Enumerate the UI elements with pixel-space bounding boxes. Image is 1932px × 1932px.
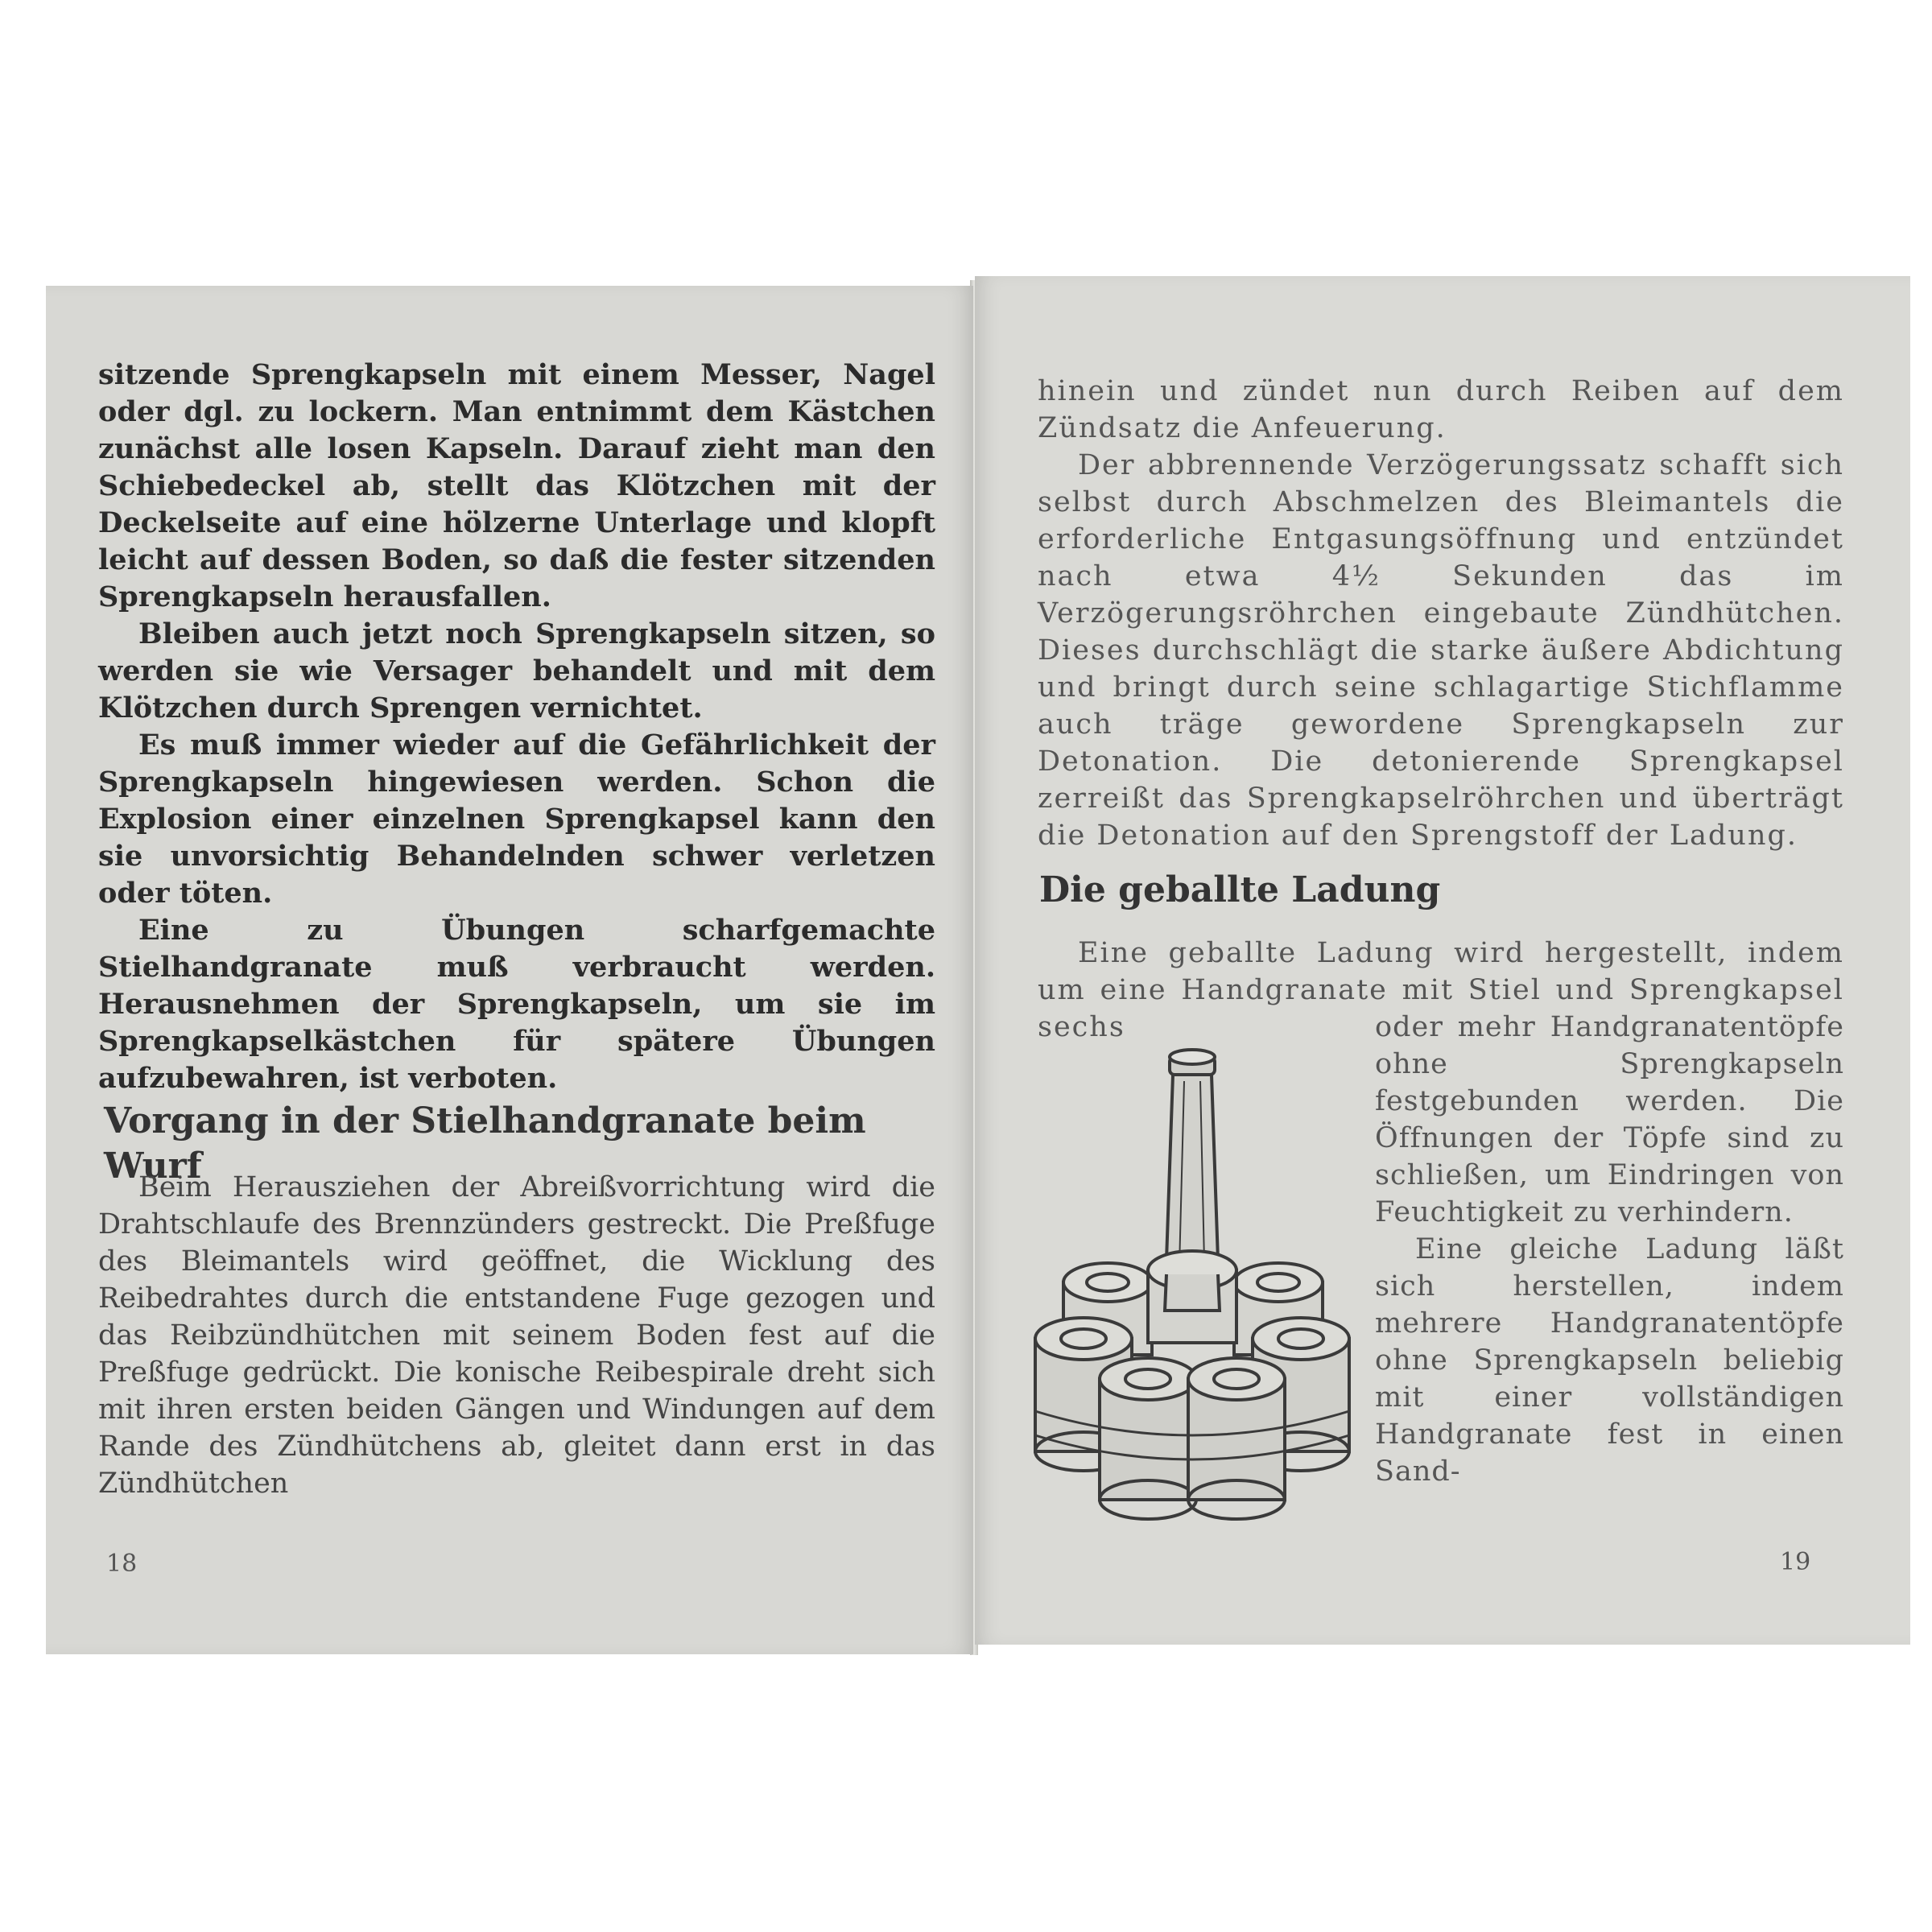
left-body-text: [98, 1169, 935, 1502]
left-page: [46, 286, 973, 1654]
right-top-paragraph-1: hinein und zündet nun durch Reiben auf dem Zündsatz die Anfeuerung.: [1038, 375, 1844, 444]
right-column-paragraph-1: oder mehr Handgranatentöpfe ohne Sprengkapseln festgebunden werden. Die Öffnungen der Töpfe sind zu schließen, um Eindringen von Feuchtigkeit zu verhindern.: [1375, 1011, 1844, 1228]
right-column-text: [1375, 1009, 1844, 1490]
left-bold-paragraph-2: Bleiben auch jetzt noch Sprengkapseln sitzen, so werden sie wie Versager behandelt und mit dem Klötzchen durch Sprengen vernichtet.: [98, 617, 935, 724]
right-intro-paragraph: Eine geballte Ladung wird hergestellt, indem um eine Handgranate mit Stiel und Sprengkapsel sechs: [1038, 937, 1844, 1043]
left-bold-paragraph-3: Es muß immer wieder auf die Gefährlichkeit der Sprengkapseln hingewiesen werden. Schon die Explosion einer einzelnen Sprengkapsel kann den sie unvorsichtig Behandelnden schwer verletzen oder töten.: [98, 729, 935, 910]
left-section-heading: Vorgang in der Stielhandgranate beim Wurf: [104, 1100, 866, 1187]
left-bold-paragraph-1: sitzende Sprengkapseln mit einem Messer, Nagel oder dgl. zu lockern. Man entnimmt dem Kästchen zunächst alle losen Kapseln. Darauf zieht man den Schiebedeckel ab, stellt das Klötzchen mit der Deckelseite auf eine hölzerne Unterlage und klopft leicht auf dessen Boden, so daß die fester sitzenden Sprengkapseln herausfallen.: [98, 358, 935, 613]
right-top-paragraph-2: Der abbrennende Verzögerungssatz schafft sich selbst durch Abschmelzen des Bleimantels die erforderliche Entgasungsöffnung und entzündet nach etwa 4½ Sekunden das im Verzögerungsröhrchen eingebaute Zündhütchen. Dieses durchschlägt die starke äußere Abdichtung und bringt durch seine schlagartige Stichflamme auch träge gewordene Sprengkapseln zur Detonation. Die detonierende Sprengkapsel zerreißt das Sprengkapselröhrchen und überträgt die Detonation auf den Sprengstoff der Ladung.: [1038, 449, 1844, 852]
bundled-charge-illustration-icon: [1023, 1041, 1361, 1540]
left-bold-paragraph-4: Eine zu Übungen scharfgemachte Stielhandgranate muß verbraucht werden. Herausnehmen der Sprengkapseln, um sie im Sprengkapselkästchen für spätere Übungen aufzubewahren, ist verboten.: [98, 914, 935, 1095]
right-column-paragraph-2: Eine gleiche Ladung läßt sich herstellen, indem mehrere Handgranatentöpfe ohne Sprengkapseln beliebig mit einer vollständigen Handgranate fest in einen Sand-: [1375, 1233, 1844, 1488]
page-number-right: 19: [1780, 1548, 1811, 1576]
left-bold-text: [98, 357, 935, 1097]
right-page: [975, 276, 1910, 1645]
right-top-text: [1038, 373, 1844, 854]
page-number-left: 18: [106, 1550, 138, 1578]
left-body-paragraph: Beim Herausziehen der Abreißvorrichtung wird die Drahtschlaufe des Brennzünders gestreckt. Die Preßfuge des Bleimantels wird geöffnet, die Wicklung des Reibedrahtes durch die entstandene Fuge gezogen und das Reibzündhütchen mit seinem Boden fest auf die Preßfuge gedrückt. Die konische Reibespirale dreht sich mit ihren ersten beiden Gängen und Windungen auf dem Rande des Zündhütchens ab, gleitet dann erst in das Zündhütchen: [98, 1171, 935, 1500]
right-section-heading: Die geballte Ladung: [1039, 869, 1441, 910]
